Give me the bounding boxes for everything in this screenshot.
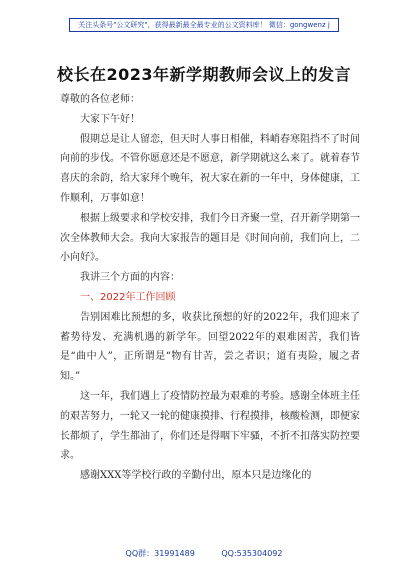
document-title: 校长在2023年新学期教师会议上的发言 bbox=[56, 65, 352, 84]
paragraph: 我讲三个方面的内容： bbox=[80, 272, 180, 284]
paragraph: 根据上级要求和学校安排，我们今日齐聚一堂，召开新学期第一次全体教师大会。我向大家报告的题目是《时间向前，我们向上，二小向好》。 bbox=[60, 212, 360, 264]
paragraph: 这一年，我们遇上了疫情防控最为艰难的考验。感谢全体班主任的艰苦努力，一轮又一轮的健康摸排、行程摸排，核酸检测，即便家长都烦了，学生都油了，你们还是得咽下牢骚，不折不扣落实防控要求。 bbox=[60, 390, 360, 462]
paragraph: 感谢XXX等学校行政的辛勤付出，原本只是边缘化的 bbox=[80, 470, 312, 482]
greeting: 大家下午好！ bbox=[80, 113, 140, 125]
footer-qq-group: QQ群：31991489 bbox=[125, 549, 195, 558]
footer-qq: QQ:535304092 bbox=[221, 549, 283, 558]
section-heading: 一、2022年工作回顾 bbox=[80, 291, 176, 303]
paragraph: 假期总是让人留恋，但天时人事日相催，料峭春寒阻挡不了时间向前的步伐。不管你愿意还是不愿意，新学期就这么来了。就着春节喜庆的余韵，给大家拜个晚年，祝大家在新的一年中，身体健康，工作顺利，万事如意！ bbox=[60, 133, 360, 204]
salutation: 尊敬的各位老师： bbox=[60, 94, 140, 105]
paragraph: 告别困难比预想的多，收获比预想的好的2022年，我们迎来了蓄势待发、充满机遇的新学年。回望2022年的艰难困苦，我们皆是“曲中人”，正所谓是“物有甘苦，尝之者识；道有夷险，履之者知。” bbox=[60, 311, 360, 383]
document-body bbox=[60, 90, 360, 486]
header-banner: 关注头条号"公文研究"，获得最新最全最专业的公文资料库！ 微信：gongwenz j bbox=[69, 18, 339, 32]
footer bbox=[0, 548, 408, 559]
